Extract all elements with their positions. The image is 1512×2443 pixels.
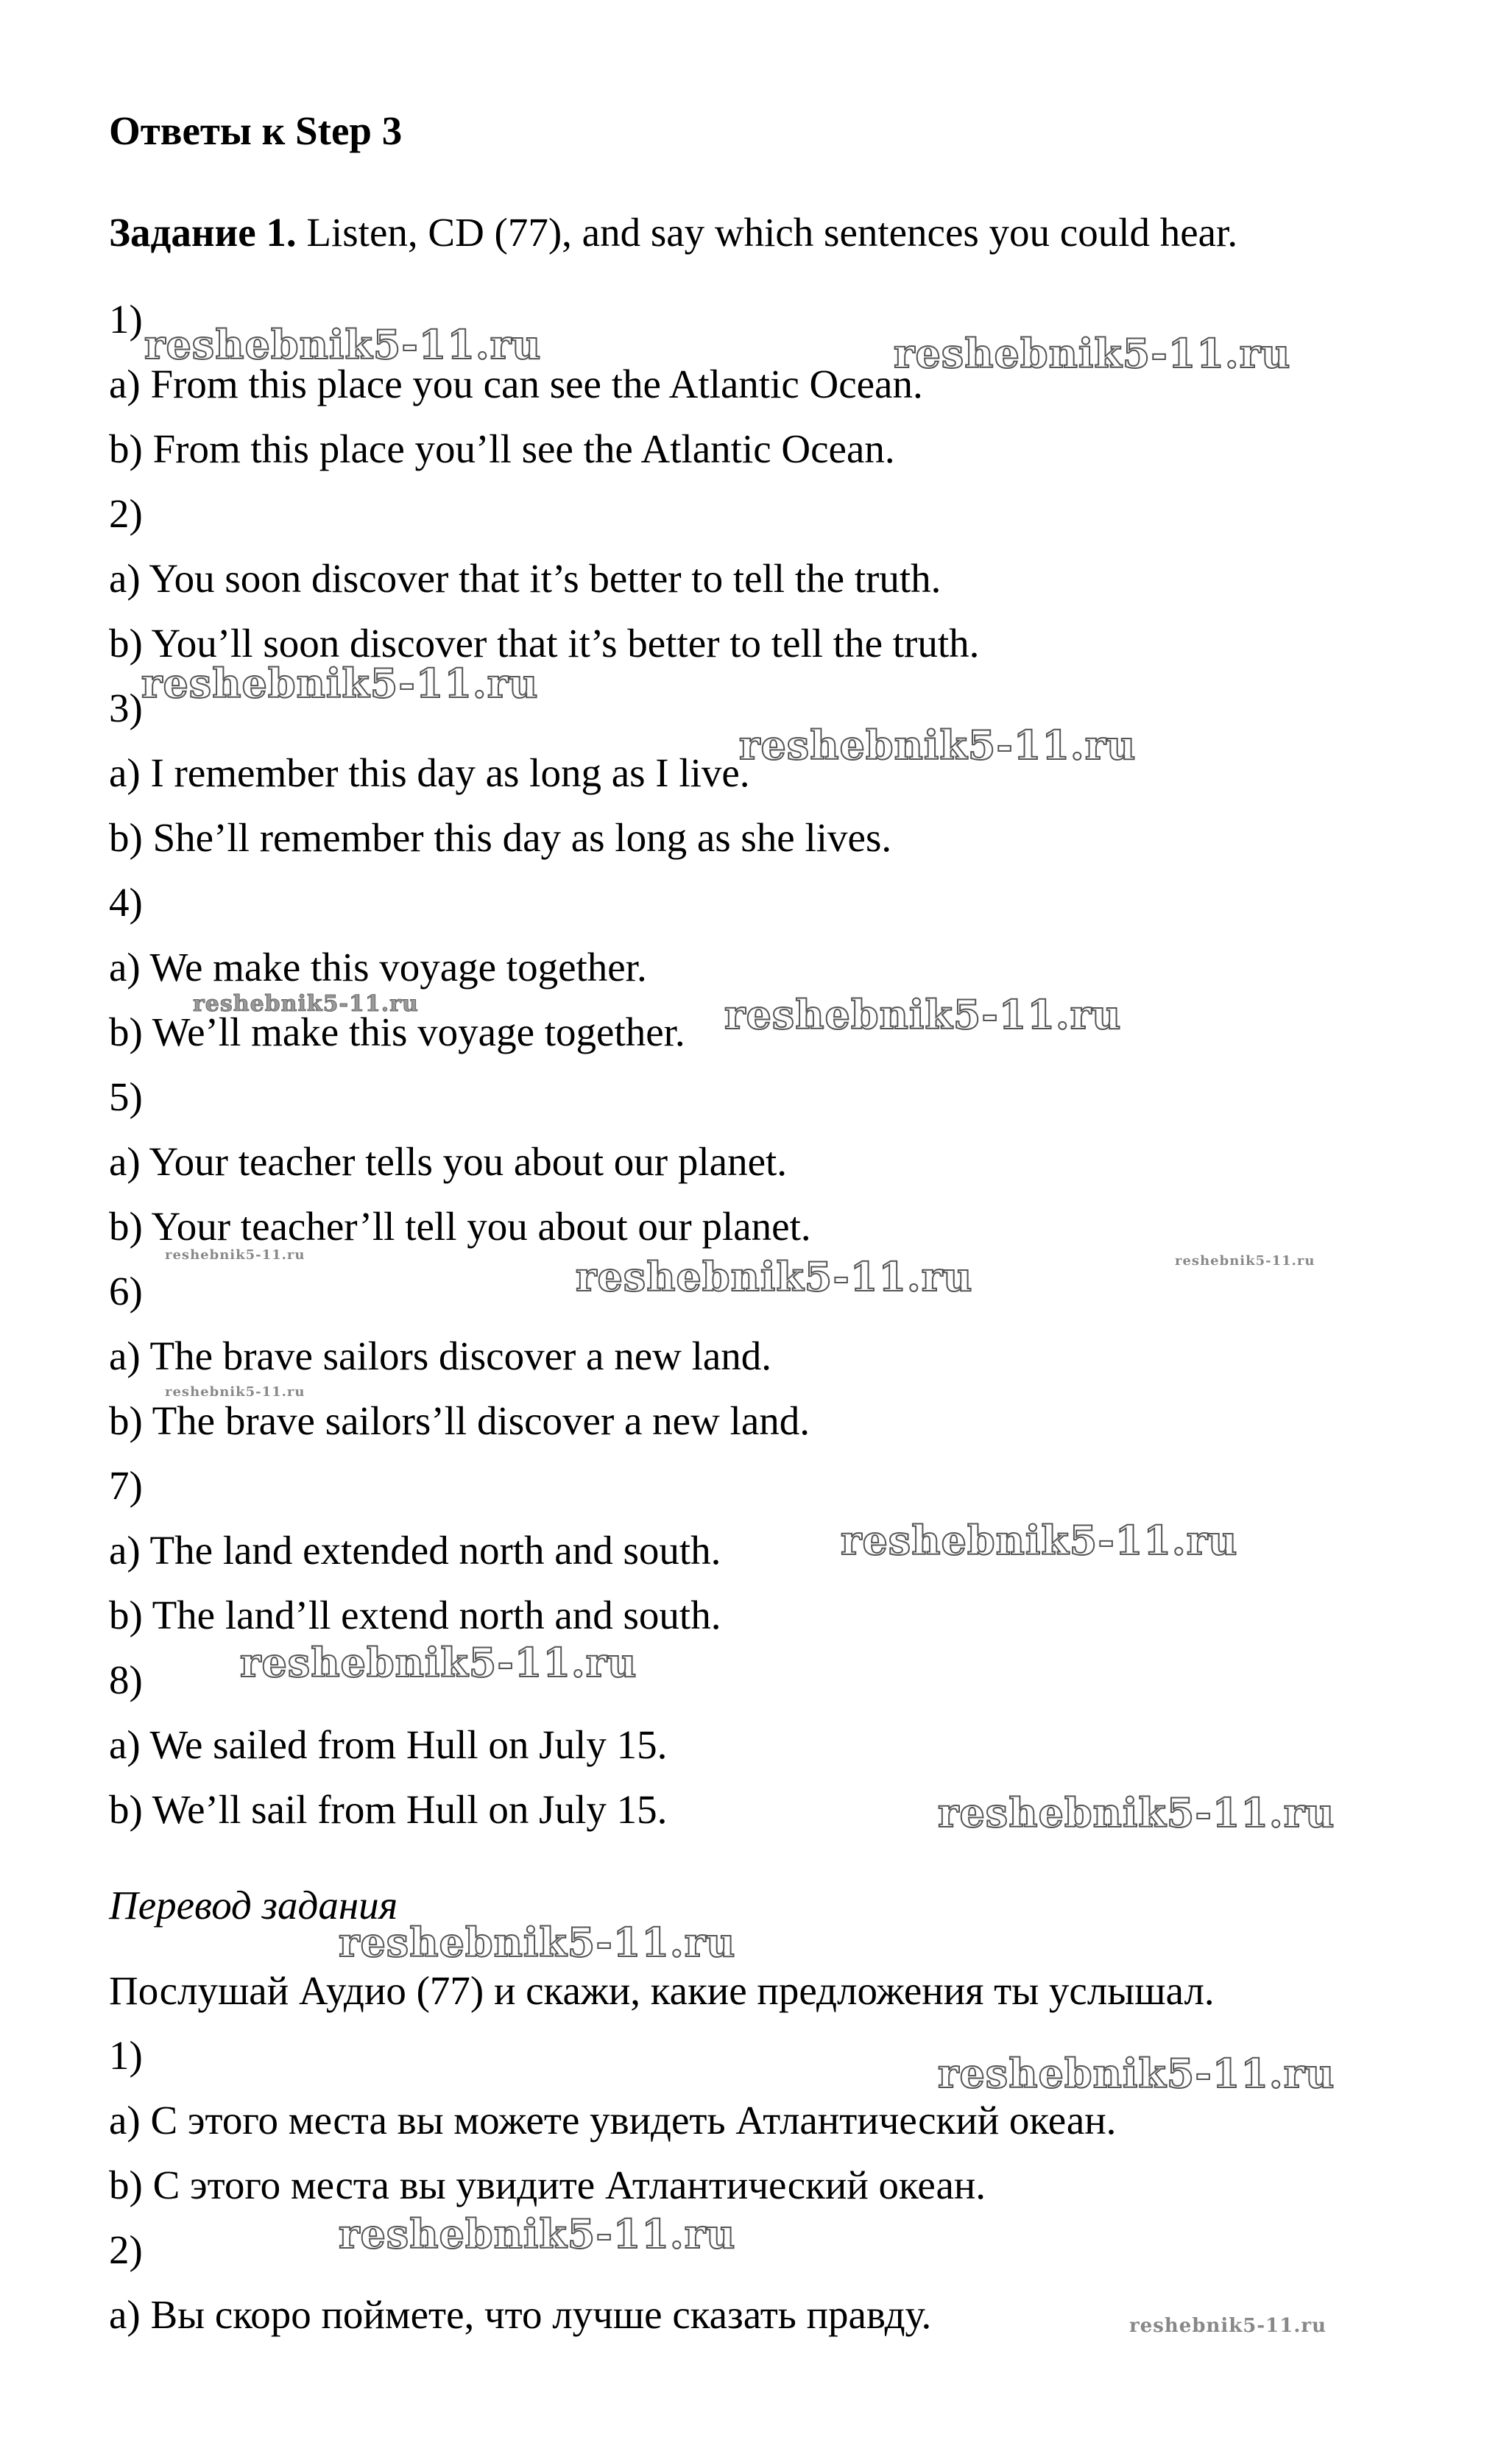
translation-item-number: 2) bbox=[109, 2227, 143, 2272]
watermark: reshebnik5-11.ru bbox=[165, 1384, 305, 1400]
translation-answer-a: a) С этого места вы можете увидеть Атлантический океан. bbox=[109, 2098, 1117, 2143]
item-number: 8) bbox=[109, 1657, 143, 1702]
item-number: 3) bbox=[109, 685, 143, 730]
watermark: reshebnik5-11.ru bbox=[938, 1789, 1335, 1836]
watermark: reshebnik5-11.ru bbox=[240, 1639, 637, 1686]
task-title bbox=[109, 209, 1237, 256]
answer-a: a) We make this voyage together. bbox=[109, 945, 647, 990]
answer-a: a) We sailed from Hull on July 15. bbox=[109, 1722, 668, 1767]
watermark: reshebnik5-11.ru bbox=[1129, 2315, 1327, 2337]
watermark: reshebnik5-11.ru bbox=[1175, 1253, 1315, 1269]
watermark: reshebnik5-11.ru bbox=[165, 1247, 305, 1263]
answer-a: a) The land extended north and south. bbox=[109, 1528, 721, 1573]
answer-b: b) She’ll remember this day as long as she lives. bbox=[109, 815, 892, 860]
page-heading: Ответы к Step 3 bbox=[109, 108, 403, 153]
translation-item-number: 1) bbox=[109, 2033, 143, 2078]
answer-b: b) You’ll soon discover that it’s better to tell the truth. bbox=[109, 621, 980, 666]
answer-b: b) From this place you’ll see the Atlantic Ocean. bbox=[109, 426, 895, 471]
watermark: reshebnik5-11.ru bbox=[141, 660, 539, 707]
answer-a: a) From this place you can see the Atlantic Ocean. bbox=[109, 362, 923, 406]
watermark: reshebnik5-11.ru bbox=[339, 2210, 736, 2257]
item-number: 1) bbox=[109, 297, 143, 342]
translation-intro: Послушай Аудио (77) и скажи, какие предложения ты услышал. bbox=[109, 1968, 1215, 2013]
translation-answer-b: b) С этого места вы увидите Атлантический океан. bbox=[109, 2162, 986, 2207]
watermark: reshebnik5-11.ru bbox=[894, 330, 1291, 377]
answer-b: b) The brave sailors’ll discover a new land. bbox=[109, 1398, 810, 1443]
watermark: reshebnik5-11.ru bbox=[739, 722, 1137, 769]
watermark: reshebnik5-11.ru bbox=[724, 991, 1122, 1038]
item-number: 7) bbox=[109, 1463, 143, 1508]
watermark: reshebnik5-11.ru bbox=[193, 991, 419, 1017]
watermark: reshebnik5-11.ru bbox=[938, 2050, 1335, 2097]
watermark: reshebnik5-11.ru bbox=[339, 1919, 736, 1966]
task-text: Listen, CD (77), and say which sentences you could hear. bbox=[296, 210, 1238, 255]
translation-answer-a: a) Вы скоро поймете, что лучше сказать правду. bbox=[109, 2292, 932, 2337]
task-label: Задание 1. bbox=[109, 210, 297, 255]
answer-b: b) Your teacher’ll tell you about our planet. bbox=[109, 1204, 811, 1249]
translation-title: Перевод задания bbox=[109, 1883, 398, 1928]
item-number: 2) bbox=[109, 491, 143, 536]
answer-b: b) The land’ll extend north and south. bbox=[109, 1593, 721, 1638]
answer-a: a) You soon discover that it’s better to tell the truth. bbox=[109, 556, 942, 601]
answer-a: a) I remember this day as long as I live. bbox=[109, 750, 750, 795]
watermark: reshebnik5-11.ru bbox=[576, 1253, 973, 1300]
answer-a: a) The brave sailors discover a new land. bbox=[109, 1333, 772, 1378]
watermark: reshebnik5-11.ru bbox=[144, 321, 542, 368]
answer-b: b) We’ll make this voyage together. bbox=[109, 1009, 685, 1054]
answer-a: a) Your teacher tells you about our planet. bbox=[109, 1139, 788, 1184]
watermark: reshebnik5-11.ru bbox=[841, 1517, 1238, 1564]
item-number: 5) bbox=[109, 1074, 143, 1119]
answer-b: b) We’ll sail from Hull on July 15. bbox=[109, 1787, 668, 1832]
item-number: 6) bbox=[109, 1269, 143, 1314]
item-number: 4) bbox=[109, 880, 143, 925]
